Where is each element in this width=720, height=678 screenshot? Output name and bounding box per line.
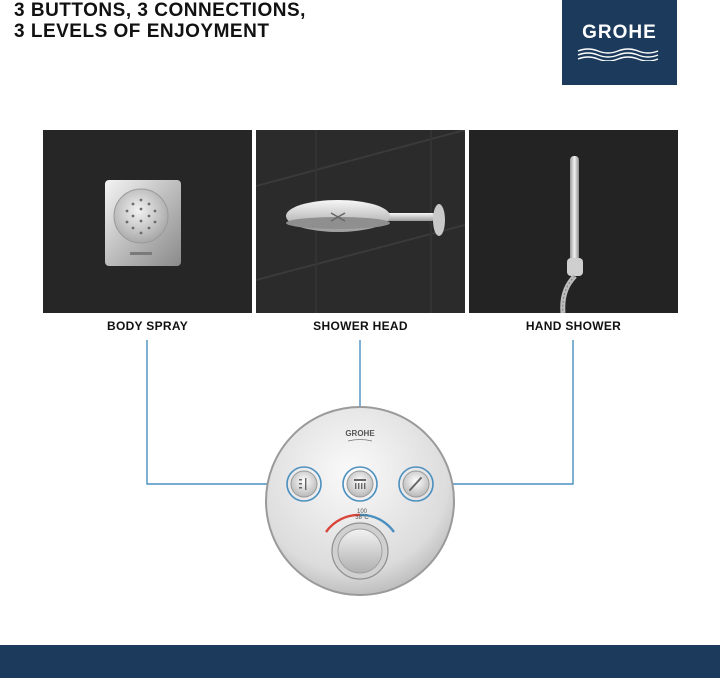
label-shower-head: SHOWER HEAD	[313, 319, 408, 333]
smartcontrol-valve	[264, 405, 456, 597]
shower-head-button[interactable]	[343, 467, 377, 501]
headline-line-1: 3 BUTTONS, 3 CONNECTIONS,	[14, 0, 306, 21]
connector-hand-shower	[436, 340, 573, 484]
body-spray-button[interactable]	[287, 467, 321, 501]
temp-limit-bottom: 38°C	[355, 515, 369, 521]
valve-brand: GROHE	[345, 429, 375, 438]
footer-bar	[0, 645, 720, 678]
logo-wordmark: GROHE	[582, 22, 657, 43]
label-hand-shower: HAND SHOWER	[525, 319, 622, 333]
label-body-spray: BODY SPRAY	[106, 319, 189, 333]
headline-line-2: 3 LEVELS OF ENJOYMENT	[14, 21, 270, 42]
temp-limit-top: 100	[356, 509, 368, 515]
hand-shower-button[interactable]	[399, 467, 433, 501]
temperature-knob[interactable]	[332, 523, 388, 579]
